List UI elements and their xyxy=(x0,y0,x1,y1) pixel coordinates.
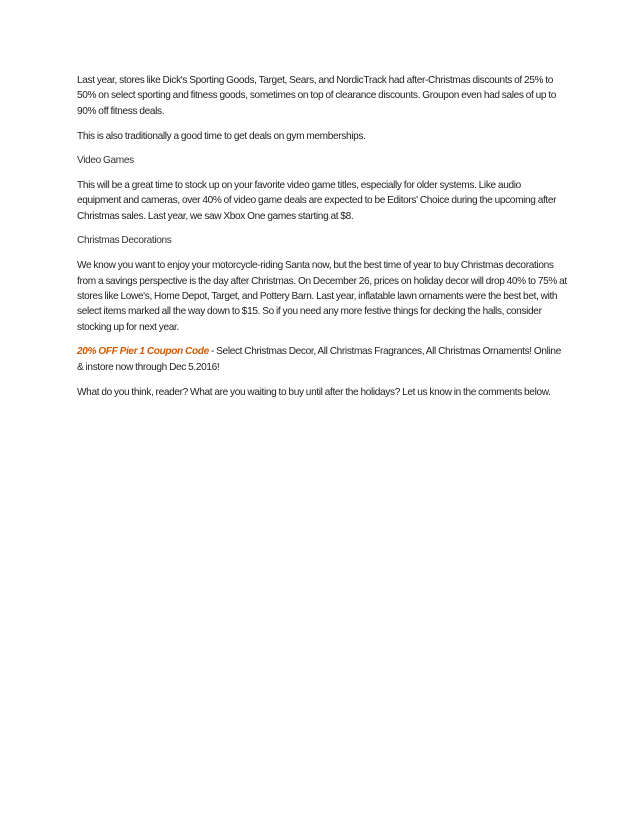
document-page xyxy=(77,73,567,409)
paragraph-gym-memberships: This is also traditionally a good time to get deals on gym memberships. xyxy=(77,130,366,142)
paragraph-after-christmas-discounts: Last year, stores like Dick's Sporting Goods, Target, Sears, and NordicTrack had after-Christmas discounts of 25% to 50% on select sporting and fitness goods, sometimes on top of clearance discounts. Groupon even had sales of up to 90% off fitness deals. xyxy=(77,75,557,117)
heading-video-games: Video Games xyxy=(77,155,134,167)
paragraph-coupon xyxy=(77,344,567,375)
paragraph-closing: What do you think, reader? What are you waiting to buy until after the holidays? Let us know in the comments below. xyxy=(77,386,551,398)
paragraph-christmas-decorations: We know you want to enjoy your motorcycle-riding Santa now, but the best time of year to buy Christmas decorations from a savings perspective is the day after Christmas. On December 26, prices on holiday decor will drop 40% to 75% at stores like Lowe's, Home Depot, Target, and Pottery Barn. Last year, inflatable lawn ornaments were the best bet, with select items marked all the way down to $15. So if you need any more festive things for decking the halls, consider stocking up for next year. xyxy=(77,260,567,333)
coupon-code-label: 20% OFF Pier 1 Coupon Code xyxy=(77,346,209,358)
paragraph-video-games: This will be a great time to stock up on your favorite video game titles, especially for older systems. Like audio equipment and cameras, over 40% of video game deals are expected to be Editors' Choice during the upcoming after Christmas sales. Last year, we saw Xbox One games starting at $8. xyxy=(77,179,557,222)
heading-christmas-decorations: Christmas Decorations xyxy=(77,235,172,247)
coupon-details: - Select Christmas Decor, All Christmas Fragrances, All Christmas Ornaments! Online & instore now through Dec 5.2016! xyxy=(77,346,561,373)
